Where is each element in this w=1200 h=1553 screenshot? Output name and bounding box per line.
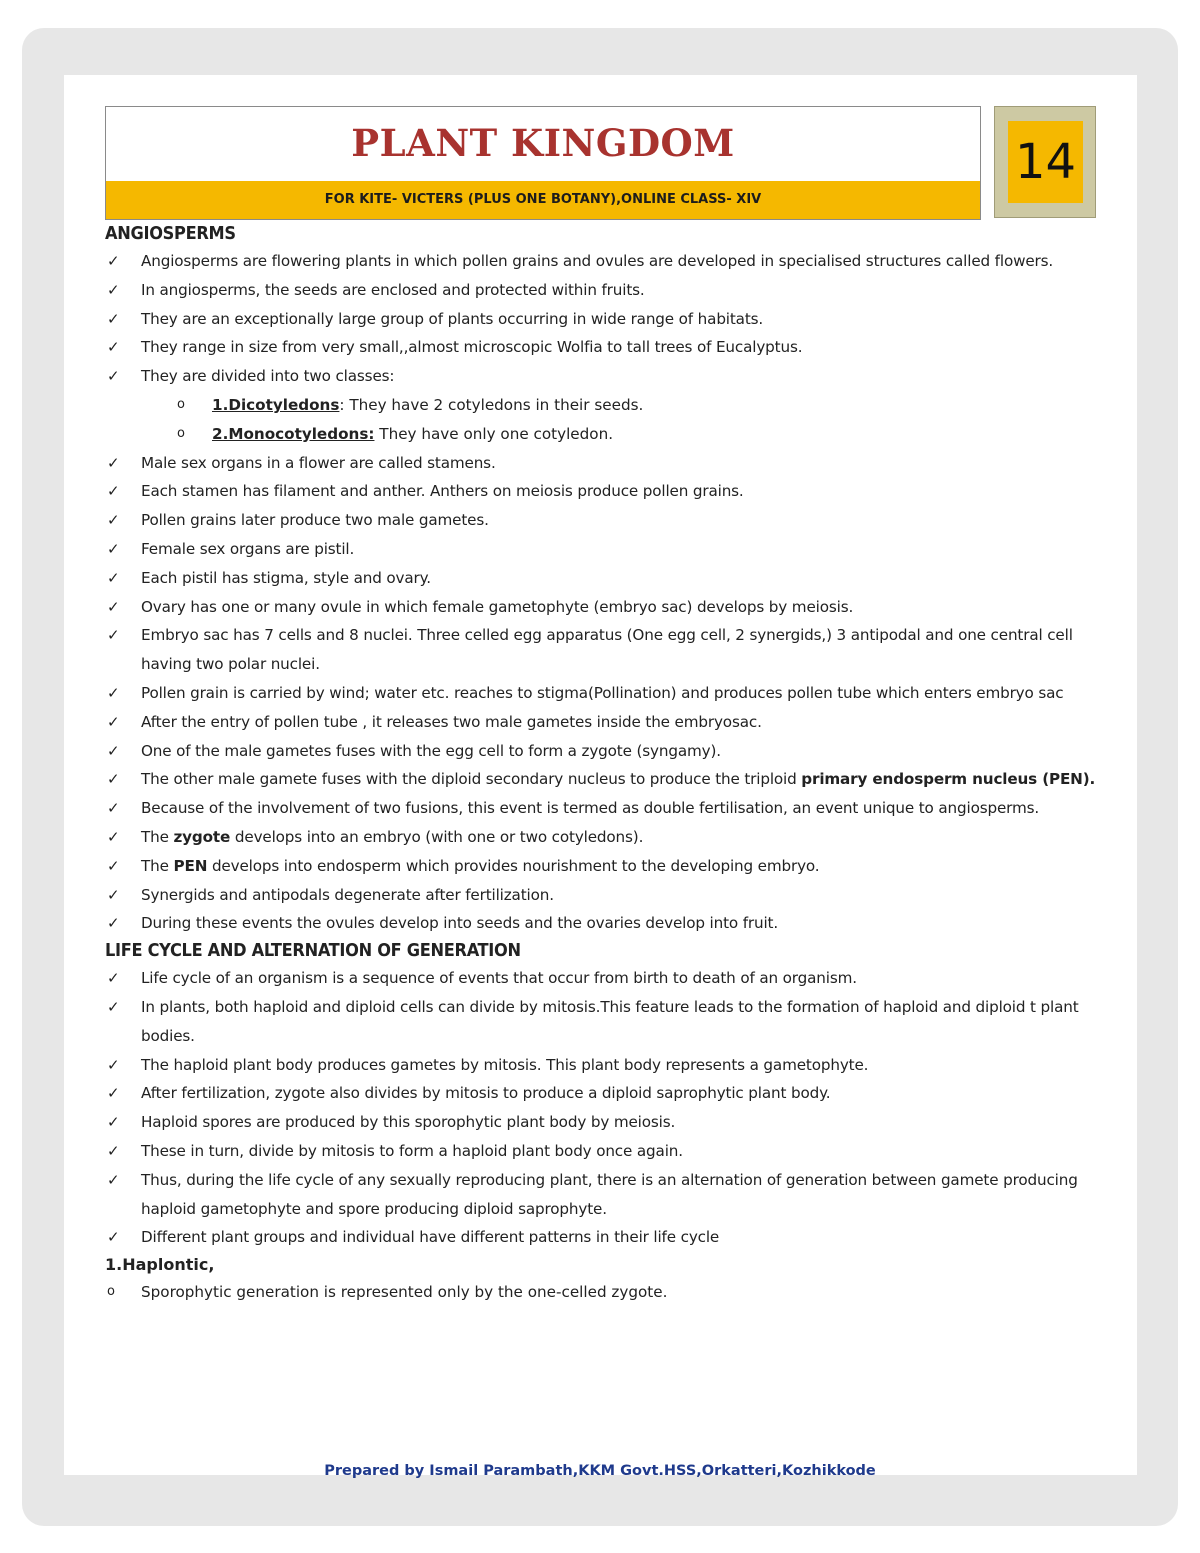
list-item bbox=[105, 1278, 1105, 1307]
check-icon: ✓ bbox=[107, 309, 120, 328]
item-text: They range in size from very small,,almost microscopic Wolfia to tall trees of Eucalyptus. bbox=[141, 338, 803, 357]
list-item bbox=[105, 477, 1105, 506]
check-icon: ✓ bbox=[107, 511, 120, 530]
item-text: During these events the ovules develop into seeds and the ovaries develop into fruit. bbox=[141, 914, 779, 933]
item-text: Each pistil has stigma, style and ovary. bbox=[141, 568, 431, 587]
subtitle-bar bbox=[106, 181, 980, 219]
list-item bbox=[105, 449, 1105, 478]
section-heading-angiosperms: ANGIOSPERMS bbox=[105, 223, 236, 244]
item-text: Pollen grains later produce two male gametes. bbox=[141, 511, 489, 530]
check-icon: ✓ bbox=[107, 568, 120, 587]
list-item bbox=[105, 564, 1105, 593]
list-item bbox=[105, 247, 1105, 276]
item-text: The bbox=[141, 856, 174, 875]
list-item bbox=[105, 535, 1105, 564]
check-icon: ✓ bbox=[107, 683, 120, 702]
list-item bbox=[105, 621, 1105, 679]
page-title: PLANT KINGDOM bbox=[351, 121, 735, 165]
list-item bbox=[105, 679, 1105, 708]
list-item bbox=[105, 823, 1105, 852]
subtitle-text: FOR KITE- VICTERS (PLUS ONE BOTANY),ONLINE CLASS- XIV bbox=[324, 192, 762, 207]
list-item bbox=[105, 1108, 1105, 1137]
list-item bbox=[105, 765, 1105, 794]
check-icon: ✓ bbox=[107, 453, 120, 472]
item-text: Embryo sac has 7 cells and 8 nuclei. Three celled egg apparatus (One egg cell, 2 synergids,) 3 antipodal and one central cell having two polar nuclei. bbox=[141, 626, 1073, 674]
list-item bbox=[105, 964, 1105, 993]
list-item bbox=[105, 794, 1105, 823]
content bbox=[105, 221, 1105, 1307]
item-text: Angiosperms are flowering plants in which pollen grains and ovules are developed in specialised structures called flowers. bbox=[141, 252, 1054, 270]
life-cycle-list bbox=[105, 964, 1105, 1252]
item-text: Sporophytic generation is represented only by the one-celled zygote. bbox=[141, 1283, 668, 1302]
chapter-number: 14 bbox=[1008, 121, 1083, 203]
item-text: Haploid spores are produced by this sporophytic plant body by meiosis. bbox=[141, 1113, 676, 1132]
item-text: develops into an embryo (with one or two cotyledons). bbox=[230, 827, 644, 846]
check-icon: ✓ bbox=[107, 856, 120, 875]
list-item bbox=[105, 593, 1105, 622]
check-icon: ✓ bbox=[107, 539, 120, 558]
angiosperms-list-a bbox=[105, 247, 1105, 391]
check-icon: ✓ bbox=[107, 1055, 120, 1074]
item-text: develops into endosperm which provides nourishment to the developing embryo. bbox=[207, 856, 820, 875]
list-item bbox=[105, 305, 1105, 334]
item-text: Female sex organs are pistil. bbox=[141, 539, 355, 558]
class-item bbox=[105, 391, 1105, 420]
chapter-badge bbox=[994, 106, 1096, 218]
check-icon: ✓ bbox=[107, 969, 120, 988]
list-item bbox=[105, 737, 1105, 766]
item-text: One of the male gametes fuses with the egg cell to form a zygote (syngamy). bbox=[141, 741, 721, 760]
class-text: They have only one cotyledon. bbox=[374, 424, 614, 443]
item-text: After the entry of pollen tube , it releases two male gametes inside the embryosac. bbox=[141, 712, 762, 731]
check-icon: ✓ bbox=[107, 770, 120, 789]
angiosperms-list-b bbox=[105, 449, 1105, 766]
circle-bullet-icon: o bbox=[107, 1284, 115, 1300]
item-bold-term: primary endosperm nucleus (PEN). bbox=[801, 770, 1096, 789]
check-icon: ✓ bbox=[107, 1141, 120, 1160]
check-icon: ✓ bbox=[107, 1113, 120, 1132]
list-item bbox=[105, 708, 1105, 737]
item-text: Male sex organs in a flower are called stamens. bbox=[141, 453, 496, 472]
check-icon: ✓ bbox=[107, 914, 120, 933]
title-box bbox=[105, 106, 981, 220]
item-text: In angiosperms, the seeds are enclosed and protected within fruits. bbox=[141, 280, 645, 299]
angiosperms-list-c bbox=[105, 881, 1105, 939]
check-icon: ✓ bbox=[107, 1084, 120, 1103]
list-item bbox=[105, 852, 1105, 881]
item-text: The haploid plant body produces gametes by mitosis. This plant body represents a gametophyte. bbox=[141, 1055, 869, 1074]
section-heading-life-cycle: LIFE CYCLE AND ALTERNATION OF GENERATION bbox=[105, 940, 521, 962]
list-item bbox=[105, 881, 1105, 910]
check-icon: ✓ bbox=[107, 1228, 120, 1247]
check-icon: ✓ bbox=[107, 252, 120, 270]
circle-bullet-icon: o bbox=[177, 396, 185, 412]
list-item bbox=[105, 506, 1105, 535]
item-text: Because of the involvement of two fusions, this event is termed as double fertilisation, an event unique to angiosperms. bbox=[141, 799, 1040, 818]
item-text: They are an exceptionally large group of plants occurring in wide range of habitats. bbox=[141, 309, 764, 328]
item-text: In plants, both haploid and diploid cells can divide by mitosis.This feature leads to the formation of haploid and diploid t plant bodies. bbox=[141, 997, 1079, 1045]
list-item bbox=[105, 1137, 1105, 1166]
check-icon: ✓ bbox=[107, 712, 120, 731]
circle-bullet-icon: o bbox=[177, 425, 185, 441]
item-text: After fertilization, zygote also divides by mitosis to produce a diploid saprophytic plant body. bbox=[141, 1084, 831, 1103]
check-icon: ✓ bbox=[107, 482, 120, 501]
list-item bbox=[105, 993, 1105, 1051]
list-item bbox=[105, 333, 1105, 362]
haplontic-list bbox=[105, 1278, 1105, 1307]
check-icon: ✓ bbox=[107, 626, 120, 645]
item-text: These in turn, divide by mitosis to form a haploid plant body once again. bbox=[141, 1141, 683, 1160]
subheading-haplontic: 1.Haplontic, bbox=[105, 1255, 215, 1275]
item-text: The other male gamete fuses with the diploid secondary nucleus to produce the triploid bbox=[141, 770, 802, 789]
check-icon: ✓ bbox=[107, 997, 120, 1016]
check-icon: ✓ bbox=[107, 827, 120, 846]
class-term: 2.Monocotyledons: bbox=[212, 424, 375, 443]
item-text: Pollen grain is carried by wind; water etc. reaches to stigma(Pollination) and produces pollen tube which enters embryo sac bbox=[141, 683, 1064, 702]
list-item bbox=[105, 1051, 1105, 1080]
class-item bbox=[105, 420, 1105, 449]
item-text: Thus, during the life cycle of any sexually reproducing plant, there is an alternation of generation between gamete producing haploid gametophyte and spore producing diploid saprophyte. bbox=[141, 1170, 1078, 1218]
check-icon: ✓ bbox=[107, 597, 120, 616]
class-term: 1.Dicotyledons bbox=[212, 395, 340, 414]
item-text: Synergids and antipodals degenerate after fertilization. bbox=[141, 885, 554, 904]
check-icon: ✓ bbox=[107, 885, 120, 904]
item-text: Different plant groups and individual have different patterns in their life cycle bbox=[141, 1228, 720, 1247]
list-item bbox=[105, 1079, 1105, 1108]
footer-credit: Prepared by Ismail Parambath,KKM Govt.HSS,Orkatteri,Kozhikkode bbox=[324, 1463, 876, 1479]
check-icon: ✓ bbox=[107, 1170, 120, 1189]
check-icon: ✓ bbox=[107, 367, 120, 386]
list-item bbox=[105, 276, 1105, 305]
item-bold-term: zygote bbox=[173, 827, 231, 846]
class-text: : They have 2 cotyledons in their seeds. bbox=[339, 395, 644, 414]
item-text: Each stamen has filament and anther. Anthers on meiosis produce pollen grains. bbox=[141, 482, 744, 501]
list-item bbox=[105, 1223, 1105, 1252]
item-text: The bbox=[141, 827, 174, 846]
check-icon: ✓ bbox=[107, 741, 120, 760]
item-text: Ovary has one or many ovule in which female gametophyte (embryo sac) develops by meiosis. bbox=[141, 597, 854, 616]
item-bold-term: PEN bbox=[173, 856, 208, 875]
item-text: They are divided into two classes: bbox=[141, 367, 395, 386]
check-icon: ✓ bbox=[107, 338, 120, 357]
check-icon: ✓ bbox=[107, 799, 120, 818]
list-item bbox=[105, 1166, 1105, 1224]
list-item bbox=[105, 362, 1105, 391]
list-item bbox=[105, 909, 1105, 938]
check-icon: ✓ bbox=[107, 280, 120, 299]
item-text: Life cycle of an organism is a sequence of events that occur from birth to death of an organism. bbox=[141, 969, 857, 988]
